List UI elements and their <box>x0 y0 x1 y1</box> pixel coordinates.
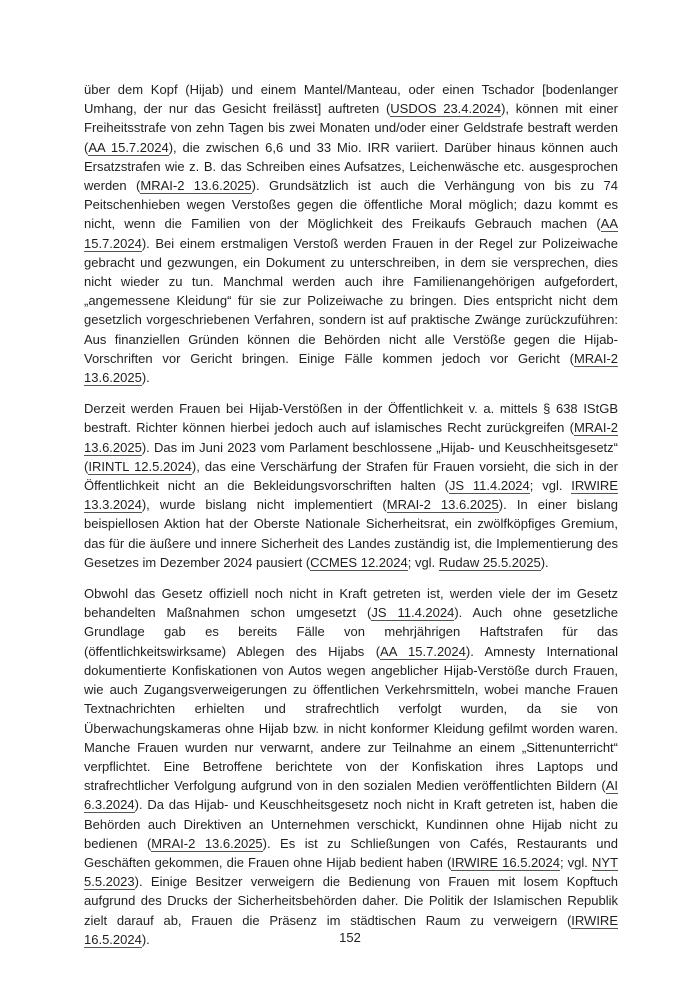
citation-link[interactable]: CCMES 12.2024 <box>310 554 408 570</box>
paragraph <box>84 80 618 387</box>
body-text: ), wurde bislang nicht implementiert ( <box>141 497 387 513</box>
body-text: ). Da das Hijab- und Keuschheitsgesetz noch nicht in Kraft getreten ist, haben die Behörden auch Direktiven an Unternehmen verschickt, Kundinnen ohne Hijab nicht zu bedienen ( <box>84 797 618 851</box>
body-text: ), die zwischen 6,6 und 33 Mio. IRR variiert. Darüber hinaus können auch Ersatzstrafen wie z. B. das Schreiben eines Aufsatzes, Leichenwäsche etc. ausgesprochen werden ( <box>84 139 619 194</box>
body-text: ). Bei einem erstmaligen Verstoß werden Frauen in der Regel zur Polizeiwache gebracht und gezwungen, ein Dokument zu unterschreiben, in dem sie versprechen, dies nicht wieder zu tun. Manchmal werden auch ihre Familienangehörigen aufgefordert, „angemessene Kleidung“ für sie zur Polizeiwache zu bringen. Dies entspricht nicht dem gesetzlich vorgeschriebenen Verfahren, sondern ist auf praktische Zwänge zurückzuführen: Aus finanziellen Gründen können die Behörden nicht alle Verstöße gegen die Hijab-Vorschriften vor Gericht bringen. Einige Fälle kommen jedoch vor Gericht ( <box>84 235 618 366</box>
citation-link[interactable]: MRAI-2 13.6.2025 <box>84 420 618 455</box>
citation-link[interactable]: MRAI-2 13.6.2025 <box>151 835 263 851</box>
body-text: ). Grundsätzlich ist auch die Verhängung von bis zu 74 Peitschenhieben wegen Verstoßes gegen die öffentliche Moral möglich; dazu kommt es nicht, wenn die Familien von der Möglichkeit des Freikaufs Gebrauch machen ( <box>84 178 619 232</box>
body-text: ). Das im Juni 2023 vom Parlament beschlossene „Hijab- und Keuschheitsgesetz“ ( <box>84 439 618 474</box>
citation-link[interactable]: AI 6.3.2024 <box>84 778 618 813</box>
page-number: 152 <box>339 930 361 945</box>
body-text: ). <box>141 370 150 386</box>
citation-link[interactable]: AA 15.7.2024 <box>380 643 466 659</box>
citation-link[interactable]: Rudaw 25.5.2025 <box>438 554 541 570</box>
body-text: Derzeit werden Frauen bei Hijab-Verstößen in der Öffentlichkeit v. a. mittels § 638 IStGB bestraft. Richter können hierbei jedoch auch auf islamisches Recht zurückgreifen ( <box>84 401 618 436</box>
body-text: ). In einer bislang beispiellosen Aktion hat der Oberste Nationale Sicherheitsrat, ein zwölfköpfiges Gremium, das für die äußere und innere Sicherheit des Landes zuständig ist, die Implementierung des Gesetzes im Dezember 2024 pausiert ( <box>84 497 618 570</box>
citation-link[interactable]: USDOS 23.4.2024 <box>390 101 502 117</box>
body-text: ; vgl. <box>529 478 572 494</box>
body-text: über dem Kopf (Hijab) und einem Mantel/Manteau, oder einen Tschador [bodenlanger Umhang, der nur das Gesicht freilässt] auftreten ( <box>84 82 618 117</box>
citation-link[interactable]: JS 11.4.2024 <box>371 605 455 621</box>
citation-link[interactable]: MRAI-2 13.6.2025 <box>140 178 252 194</box>
citation-link[interactable]: IRWIRE 13.3.2024 <box>84 478 618 513</box>
body-text: ). Einige Besitzer verweigern die Bedienung von Frauen mit losem Kopftuch aufgrund des Drucks der Sicherheitsbehörden daher. Die Politik der Islamischen Republik zielt darauf ab, Frauen die Präsenz im städtischen Raum zu verweigern ( <box>84 874 618 928</box>
citation-link[interactable]: NYT 5.5.2023 <box>84 854 619 890</box>
citation-link[interactable]: MRAI-2 13.6.2025 <box>84 350 618 386</box>
body-text: ). <box>141 931 150 947</box>
body-text: ). Amnesty International dokumentierte Konfiskationen von Autos wegen angeblicher Hijab-Verstöße durch Frauen, wie auch Zugangsverweigerungen zu öffentlichen Verkehrsmitteln, wobei manche Frauen Textnachrichten erhielten und strafrechtlich verfolgt wurden, da sie von Überwachungskameras ohne Hijab bzw. in nicht konformer Kleidung gefilmt worden waren. Manche Frauen wurden nur verwarnt, andere zur Teilnahme an einem „Sittenunterricht“ verpflichtet. Eine Betroffene berichtete von der Konfiskation ihres Laptops und strafrechtlicher Verfolgung aufgrund von in den sozialen Medien veröffentlichten Bildern ( <box>84 643 618 794</box>
paragraph <box>84 584 618 949</box>
body-text: ). Es ist zu Schließungen von Cafés, Restaurants und Geschäften gekommen, die Frauen ohne Hijab bedient haben ( <box>84 835 618 870</box>
citation-link[interactable]: IRWIRE 16.5.2024 <box>84 912 618 947</box>
body-text: ). <box>540 554 549 570</box>
body-text: Obwohl das Gesetz offiziell noch nicht in Kraft getreten ist, werden viele der im Gesetz behandelten Maßnahmen schon umgesetzt ( <box>84 586 618 621</box>
citation-link[interactable]: MRAI-2 13.6.2025 <box>386 497 499 513</box>
body-text: ), können mit einer Freiheitsstrafe von zehn Tagen bis zwei Monaten und/oder einer Geldstrafe bestraft werden ( <box>84 101 618 155</box>
body-text: ). Auch ohne gesetzliche Grundlage gab es bereits Fälle von mehrjährigen Haftstrafen für das (öffentlichkeitswirksame) Ablegen des Hijabs ( <box>84 605 618 659</box>
citation-link[interactable]: IRWIRE 16.5.2024 <box>451 854 560 870</box>
citation-link[interactable]: AA 15.7.2024 <box>84 216 618 251</box>
body-text: ; vgl. <box>407 554 439 570</box>
document-body <box>84 70 618 961</box>
body-text: ; vgl. <box>559 854 593 870</box>
body-text: ), das eine Verschärfung der Strafen für Frauen vorsieht, die sich in der Öffentlichkeit nicht an die Bekleidungsvorschriften halten ( <box>84 458 618 494</box>
citation-link[interactable]: IRINTL 12.5.2024 <box>88 458 192 474</box>
citation-link[interactable]: AA 15.7.2024 <box>88 139 169 155</box>
citation-link[interactable]: JS 11.4.2024 <box>448 478 530 494</box>
paragraph <box>84 399 618 572</box>
